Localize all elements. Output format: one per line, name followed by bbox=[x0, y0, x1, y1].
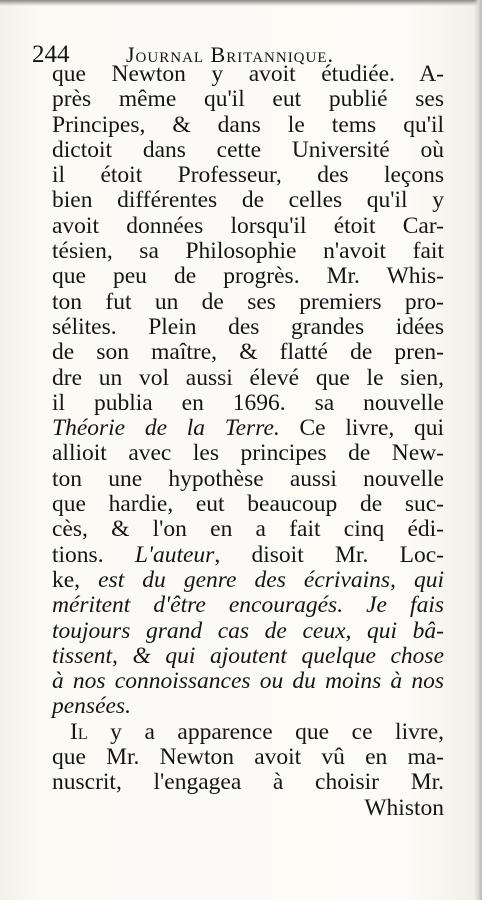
page-top-edge bbox=[0, 0, 482, 6]
body-text bbox=[52, 62, 444, 821]
text-line: Principes, & dans le tems qu'il bbox=[52, 111, 444, 138]
text-line: nuscrit, l'engagea à choisir Mr. bbox=[52, 769, 444, 796]
quote-line: tissent, & qui ajoutent quelque chose bbox=[52, 642, 444, 669]
text-line: ke, est du genre des écrivains, qui bbox=[52, 566, 445, 593]
text-line: il étoit Professeur, des leçons bbox=[52, 162, 444, 189]
text-line: ton une hypothèse aussi nouvelle bbox=[52, 465, 444, 492]
text-line: tésien, sa Philosophie n'avoit fait bbox=[52, 238, 444, 265]
text-line: ton fut un de ses premiers pro- bbox=[52, 288, 444, 315]
text-line: il publia en 1696. sa nouvelle bbox=[52, 389, 444, 416]
text-line: près même qu'il eut publié ses bbox=[52, 86, 444, 113]
page-number: 244 bbox=[32, 41, 70, 68]
running-head: Journal Britannique. bbox=[126, 42, 335, 67]
quote-line: pensées. bbox=[52, 693, 131, 720]
text-line: dre un vol aussi élevé que le sien, bbox=[52, 364, 444, 391]
quote-line: méritent d'être encouragés. Je fais bbox=[52, 592, 444, 619]
text-line: tions. L'auteur, disoit Mr. Loc- bbox=[52, 541, 444, 568]
text-line: que Newton y avoit étudiée. A- bbox=[52, 61, 444, 87]
catchword: Whiston bbox=[364, 794, 444, 821]
text-line: que Mr. Newton avoit vû en ma- bbox=[52, 744, 444, 771]
text-line: que hardie, eut beaucoup de suc- bbox=[52, 491, 444, 518]
text-line: allioit avec les principes de New- bbox=[52, 440, 444, 467]
text-line: que peu de progrès. Mr. Whis- bbox=[52, 263, 444, 290]
book-title: Théorie de la Terre. bbox=[52, 415, 280, 442]
quote-line: toujours grand cas de ceux, qui bâ- bbox=[52, 617, 444, 644]
text-line: bien différentes de celles qu'il y bbox=[52, 187, 444, 214]
text-line: cès, & l'on en a fait cinq édi- bbox=[52, 516, 444, 543]
text-line: Théorie de la Terre. Ce livre, qui bbox=[52, 415, 444, 442]
text-line: de son maître, & flatté de pren- bbox=[52, 339, 444, 366]
paragraph-start-line: Il y a apparence que ce livre, bbox=[70, 718, 444, 745]
text-line: dictoit dans cette Université où bbox=[52, 136, 444, 163]
text-line: sélites. Plein des grandes idées bbox=[52, 313, 444, 340]
quote-line: à nos connoissances ou du moins à nos bbox=[52, 668, 444, 695]
text-line: avoit données lorsqu'il étoit Car- bbox=[52, 212, 444, 239]
page-right-edge bbox=[474, 0, 482, 900]
